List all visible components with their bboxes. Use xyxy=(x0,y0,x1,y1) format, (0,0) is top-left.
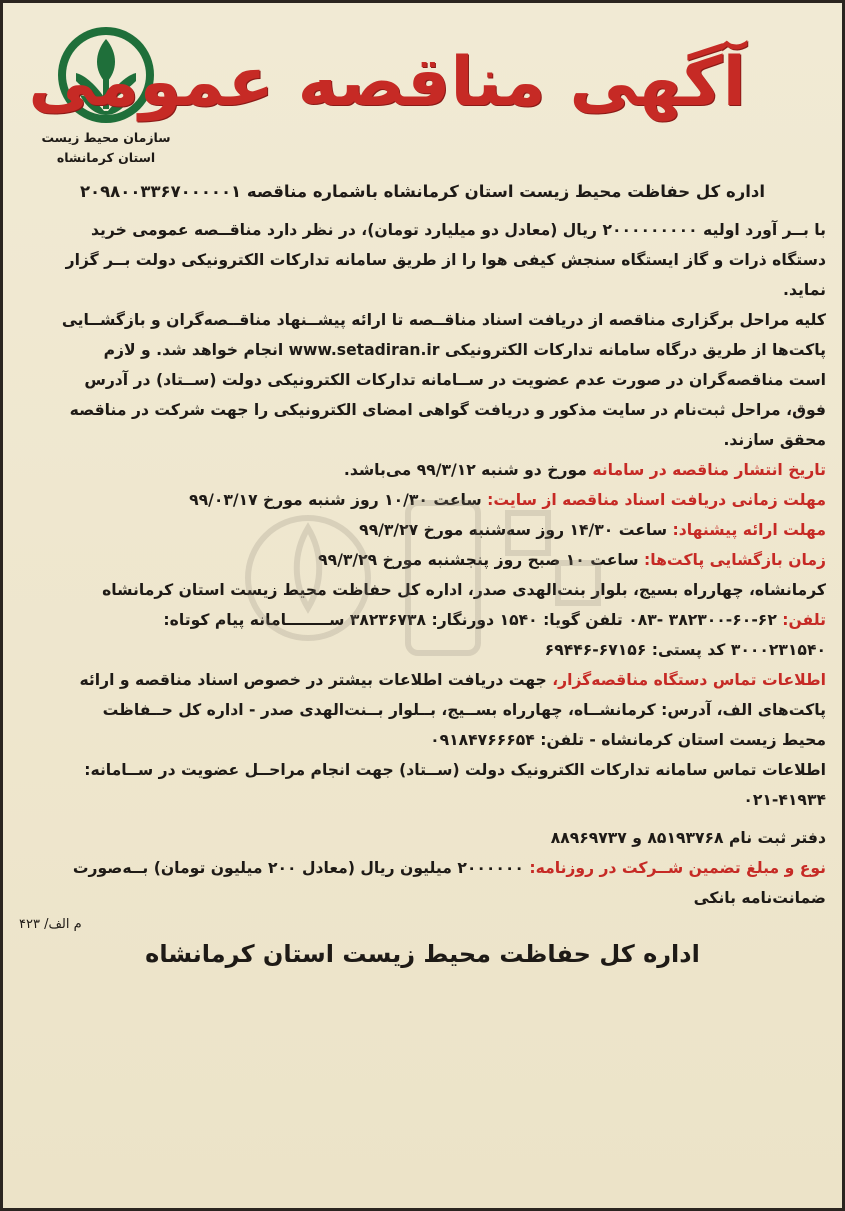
opening-time-value: ساعت ۱۰ صبح روز پنجشنبه مورخ ۹۹/۳/۲۹ xyxy=(318,551,645,569)
tender-subtitle: اداره کل حفاظت محیط زیست استان کرمانشاه باشماره مناقصه ۲۰۹۸۰۰۳۳۶۷۰۰۰۰۰۱ xyxy=(79,182,766,201)
process-line-4: فوق، مراحل ثبت‌نام در سایت مذکور و دریافت گواهی امضای الکترونیکی را جهت شرکت در مناقصه xyxy=(69,401,826,419)
footer-issuer: اداره کل حفاظت محیط زیست استان کرمانشاه xyxy=(145,940,700,968)
setadiran-link[interactable]: www.setadiran.ir xyxy=(288,341,440,359)
publish-date-value: مورخ دو شنبه ۹۹/۳/۱۲ می‌باشد. xyxy=(343,461,593,479)
setad-line-2: ۰۲۱-۴۱۹۳۴ xyxy=(743,791,826,809)
contact-line-2: پاکت‌های الف، آدرس: کرمانشــاه، چهارراه بســیج، بــلوار بــنت‌الهدی صدر - اداره کل حــفاظت xyxy=(102,701,826,719)
process-line-2-end: انجام خواهد شد. و لازم xyxy=(103,341,284,359)
contact-line-1 xyxy=(19,665,826,695)
setad-contact-block xyxy=(19,755,826,853)
docs-deadline-label: مهلت زمانی دریافت اسناد مناقصه از سایت: xyxy=(487,491,826,509)
contact-line-3: محیط زیست استان کرمانشاه - تلفن: ۰۹۱۸۴۷۶۶۶۵۴ xyxy=(430,731,826,749)
phone-block xyxy=(19,605,826,665)
intro-paragraph xyxy=(19,215,826,305)
notice-body xyxy=(19,177,826,913)
offer-deadline-label: مهلت ارائه پیشنهاد: xyxy=(672,521,826,539)
guarantee-amount: ۲۰۰۰۰۰۰ میلیون ریال (معادل ۲۰۰ میلیون تومان) بــه‌صورت xyxy=(72,859,530,877)
process-paragraph xyxy=(19,305,826,455)
page-title: آگهی مناقصه عمومی xyxy=(28,43,746,122)
opening-time-label: زمان بازگشایی پاکت‌ها: xyxy=(644,551,826,569)
process-line-1: کلیه مراحل برگزاری مناقصه از دریافت اسناد مناقــصه تا ارائه پیشــنهاد مناقــصه‌گران و بازگشــایی xyxy=(61,311,826,329)
phone-numbers: ۶۲-۶۰-۳۸۲۳۰۰ -۰۸۳ تلفن گویا: ۱۵۴۰ دورنگار: ۳۸۲۳۶۷۳۸ ســــــــامانه پیام کوتاه: xyxy=(163,611,783,629)
guarantee-block xyxy=(19,853,826,913)
phone-line-2: ۳۰۰۰۲۳۱۵۴۰ کد پستی: ۶۷۱۵۶-۶۹۴۴۶ xyxy=(544,641,826,659)
contact-label: اطلاعات تماس دستگاه مناقصه‌گزار، xyxy=(552,671,826,689)
setad-line-1: اطلاعات تماس سامانه تدارکات الکترونیک دولت (ســتاد) جهت انجام مراحــل عضویت در ســامانه: xyxy=(84,761,826,779)
process-line-2-start: پاکت‌ها از طریق درگاه سامانه تدارکات الکترونیکی xyxy=(444,341,826,359)
guarantee-label: نوع و مبلغ تضمین شــرکت در روزنامه: xyxy=(529,859,826,877)
notice-reference: م الف/ ۴۲۳ xyxy=(19,917,82,932)
phone-label: تلفن: xyxy=(782,611,826,629)
opening-time xyxy=(19,545,826,575)
logo-org-name: سازمان محیط زیست xyxy=(41,130,171,145)
process-line-3: است مناقصه‌گران در صورت عدم عضویت در ســامانه تدارکات الکترونیکی دولت (ســتاد) در آدرس xyxy=(84,371,826,389)
docs-deadline-value: ساعت ۱۰/۳۰ روز شنبه مورخ ۹۹/۰۳/۱۷ xyxy=(189,491,488,509)
intro-line-3: نماید. xyxy=(783,281,826,299)
guarantee-line-1 xyxy=(19,853,826,883)
publish-date-label: تاریخ انتشار مناقصه در سامانه xyxy=(592,461,826,479)
header xyxy=(19,17,826,177)
intro-line-2: دستگاه ذرات و گاز ایستگاه سنجش کیفی هوا را از طریق سامانه تدارکات الکترونیکی دولت بــر گزار xyxy=(65,251,826,269)
address: کرمانشاه، چهارراه بسیج، بلوار بنت‌الهدی صدر، اداره کل حفاظت محیط زیست استان کرمانشاه xyxy=(102,581,826,599)
offer-deadline-value: ساعت ۱۴/۳۰ روز سه‌شنبه مورخ ۹۹/۳/۲۷ xyxy=(359,521,673,539)
offer-deadline xyxy=(19,515,826,545)
docs-deadline xyxy=(19,485,826,515)
intro-line-1: با بــر آورد اولیه ۲۰۰۰۰۰۰۰۰۰ ریال (معادل دو میلیارد تومان)، در نظر دارد مناقــصه عمومی خرید xyxy=(91,221,826,239)
logo-province: استان کرمانشاه xyxy=(56,150,156,165)
phone-line-1 xyxy=(19,605,826,635)
guarantee-line-2: ضمانت‌نامه بانکی xyxy=(693,889,826,907)
contact-block xyxy=(19,665,826,755)
publish-date xyxy=(19,455,826,485)
process-line-2 xyxy=(19,335,826,365)
registry-phones: دفتر ثبت نام ۸۵۱۹۳۷۶۸ و ۸۸۹۶۹۷۳۷ xyxy=(550,829,826,847)
contact-text-1: جهت دریافت اطلاعات بیشتر در خصوص اسناد مناقصه و ارائه xyxy=(79,671,553,689)
process-line-5: محقق سازند. xyxy=(723,431,826,449)
